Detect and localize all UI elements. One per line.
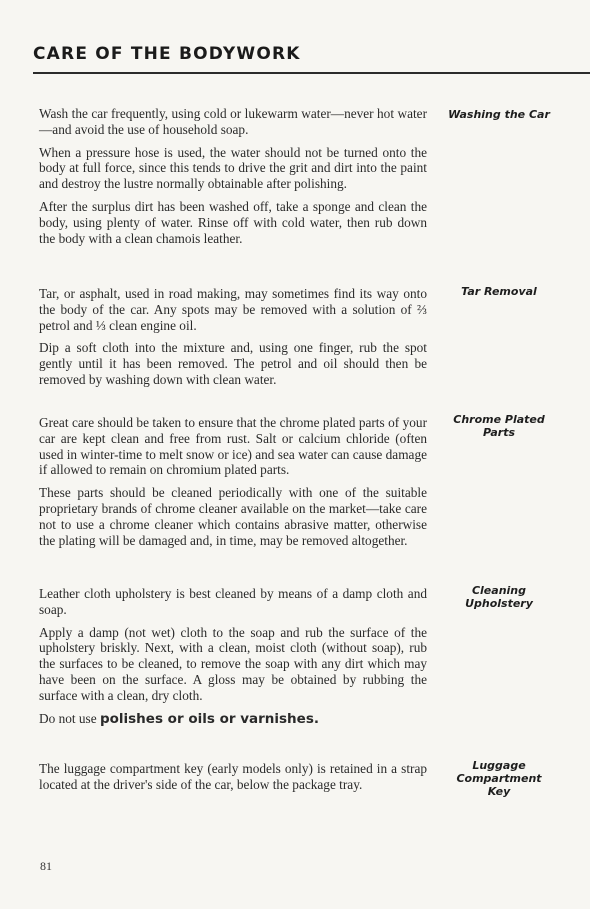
- paragraph: These parts should be cleaned periodically with one of the suitable proprietary brands of chrome cleaner available on the market—take care not to use a chrome cleaner which contains abrasive matter, otherwise the plating will be damaged and, in time, may be removed altogether.: [39, 485, 427, 548]
- section-upholstery: [39, 586, 427, 734]
- page-number: 81: [40, 859, 52, 873]
- sidenote-washing: Washing the Car: [448, 108, 550, 121]
- sidenote-chrome-parts: Chrome Plated Parts: [453, 413, 545, 439]
- paragraph: The luggage compartment key (early models only) is retained in a strap located at the driver's side of the car, below the package tray.: [39, 761, 427, 792]
- paragraph: Wash the car frequently, using cold or lukewarm water—never hot water—and avoid the use of household soap.: [39, 106, 427, 137]
- paragraph: Tar, or asphalt, used in road making, may sometimes find its way onto the body of the car. Any spots may be removed with a solution of ⅔ petrol and ⅓ clean engine oil.: [39, 286, 427, 333]
- section-tar-removal: [39, 286, 427, 395]
- warning-prefix: Do not use: [39, 710, 100, 726]
- title-rule: [33, 72, 590, 74]
- section-luggage-key: [39, 761, 427, 800]
- sidenote-upholstery: Cleaning Upholstery: [465, 584, 533, 610]
- paragraph: When a pressure hose is used, the water should not be turned onto the body at full force, since this tends to drive the grit and dirt into the paint and destroy the lustre normally obtainable after polishing.: [39, 144, 427, 192]
- paragraph: Dip a soft cloth into the mixture and, using one finger, rub the spot gently until it has been removed. The petrol and oil should then be removed by washing down with clean water.: [39, 340, 427, 387]
- section-washing: [39, 106, 427, 253]
- sidenote-tar-removal: Tar Removal: [461, 285, 537, 298]
- page-title: CARE OF THE BODYWORK: [33, 44, 301, 64]
- paragraph: After the surplus dirt has been washed off, take a sponge and clean the body, using plenty of water. Rinse off with cold water, then rub down the body with a clean chamois leather.: [39, 198, 427, 246]
- section-chrome-parts: [39, 415, 427, 555]
- paragraph: Apply a damp (not wet) cloth to the soap and rub the surface of the upholstery briskly. Next, with a clean, moist cloth (without soap), rub the surfaces to be cleaned, to remove the soap with any dirt which may have been on the surface. A gloss may be obtained by rubbing the surface with a clean, dry cloth.: [39, 624, 427, 703]
- paragraph: Leather cloth upholstery is best cleaned by means of a damp cloth and soap.: [39, 586, 427, 617]
- warning-line: [39, 711, 427, 728]
- sidenote-luggage-key: Luggage Compartment Key: [456, 759, 542, 798]
- warning-emphasis: polishes or oils or varnishes.: [99, 710, 319, 727]
- paragraph: Great care should be taken to ensure that the chrome plated parts of your car are kept clean and free from rust. Salt or calcium chloride (often used in winter-time to melt snow or ice) and sea water can cause damage if allowed to remain on chromium plated parts.: [39, 415, 427, 478]
